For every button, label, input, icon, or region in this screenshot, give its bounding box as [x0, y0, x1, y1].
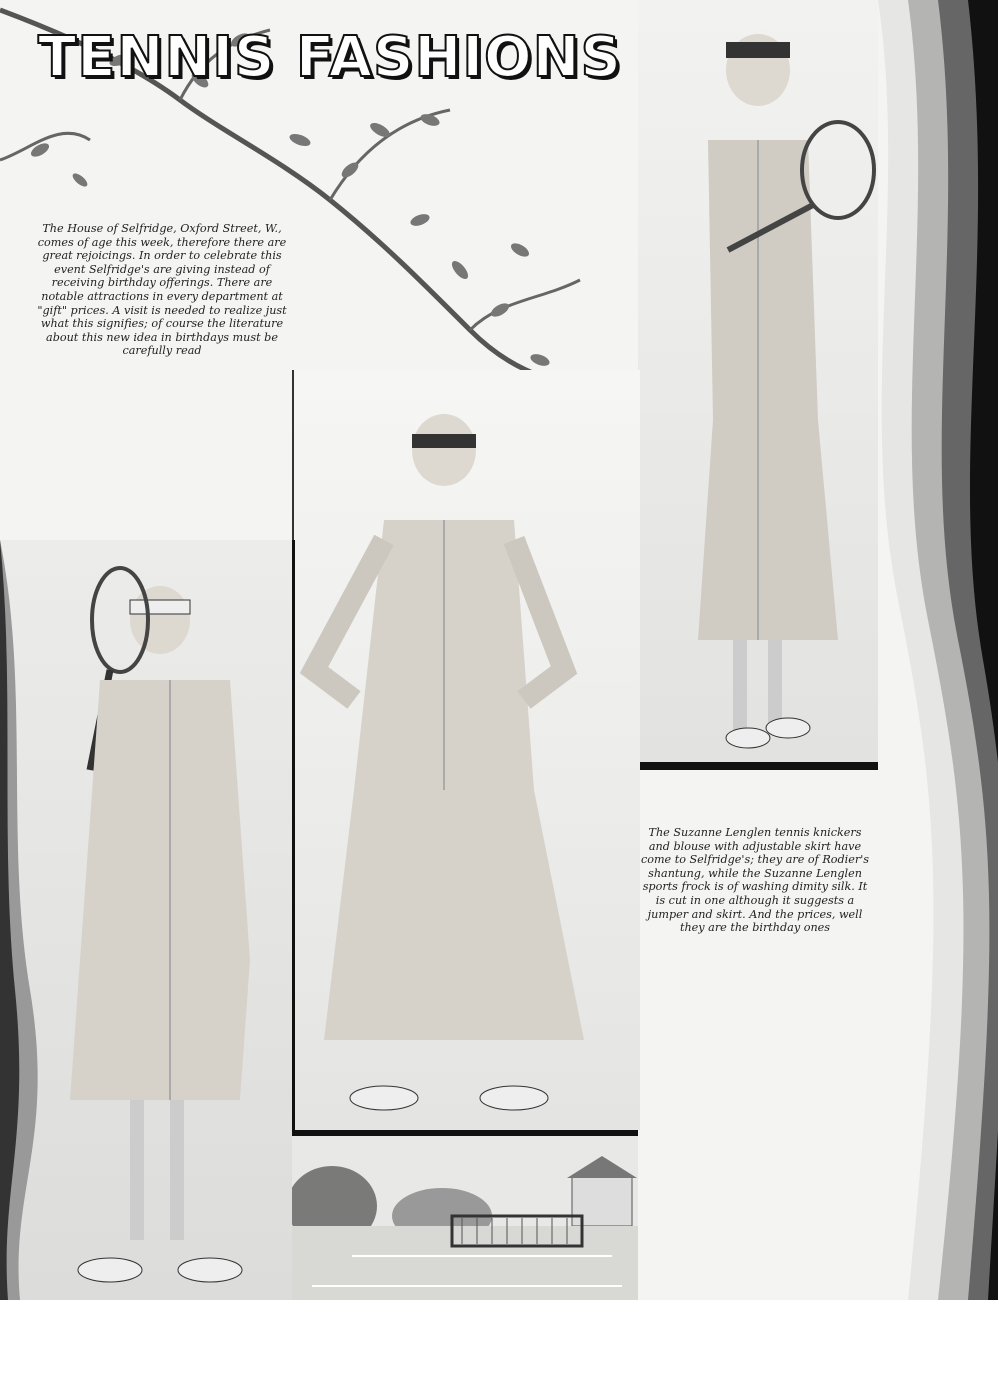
caption-top: The House of Selfridge, Oxford Street, W., comes of age this week, therefore there are great rejoicings. In order to celebrate this event Selfridge's are giving instead of receiving birthday offerings. There are notable attractions in every department at "gift" prices. A visit is needed to realize just what this signifies; of course the literature about this new idea in birthdays must be carefully read: [37, 222, 287, 358]
decorative-stripes-left: [0, 540, 40, 1300]
figure-with-racket: [638, 0, 878, 754]
caption-bottom: The Suzanne Lenglen tennis knickers and blouse with adjustable skirt have come to Selfridge's; they are of Rodier's shantung, while the Suzanne Lenglen sports frock is of washing dimity silk. It is cut in one although it suggests a jumper and skirt. And the prices, well they are the birthday ones: [640, 826, 870, 935]
photo-center: [292, 370, 640, 1130]
tennis-court-scene: [292, 1136, 638, 1300]
tennis-court-illustration: [292, 1130, 638, 1300]
photo-left: [0, 540, 295, 1300]
page-title: TENNIS FASHIONS: [38, 25, 622, 90]
figure-sports-frock: [0, 540, 290, 1300]
photo-right: [638, 0, 878, 770]
decorative-stripes-right: [848, 0, 998, 1300]
figure-adjustable-skirt: [294, 370, 640, 1130]
page-bottom-margin: [0, 1300, 998, 1390]
